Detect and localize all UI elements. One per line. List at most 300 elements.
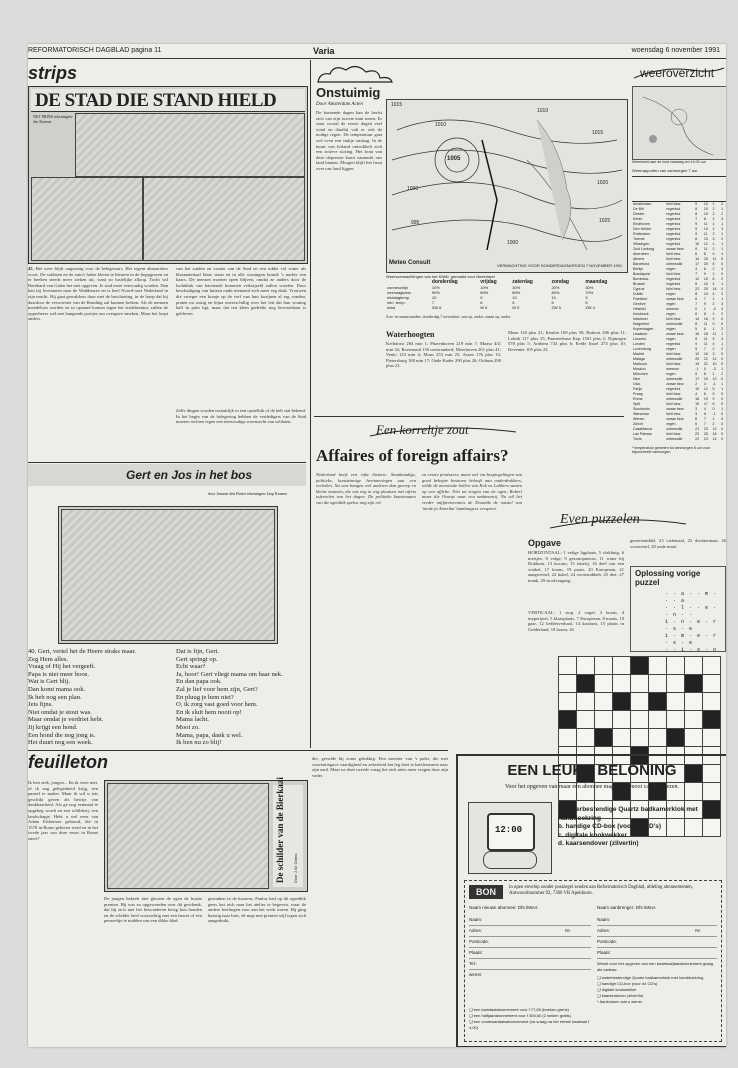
- city-value: licht bew.: [666, 257, 682, 261]
- forecast-day: donderdag: [431, 279, 458, 285]
- opgave-extra: geneesmiddel, 23 vislemaal, 25 dochtermaat, 26 voorzetsel, 28 oude maat.: [630, 538, 726, 549]
- city-value: 4: [712, 282, 715, 286]
- city-value: 5: [703, 412, 706, 416]
- city-value: 20: [695, 357, 700, 361]
- crossword-cell[interactable]: [577, 657, 595, 675]
- city-value: licht bew.: [666, 392, 682, 396]
- city-value: 7: [695, 302, 698, 306]
- korreltje-ribbon: [368, 420, 518, 440]
- left-check[interactable]: ❑ een kwartaalabonnement voor f 77,65 (boeken grens): [469, 1007, 569, 1012]
- city-value: zwaar bew.: [666, 417, 685, 421]
- city-value: 1: [712, 242, 715, 246]
- city-name: Locarno: [633, 337, 646, 341]
- feuilleton-photo: [107, 783, 269, 889]
- weather-section-title: Onstuimig: [316, 85, 381, 100]
- city-value: 3: [721, 302, 724, 306]
- city-value: 1: [721, 207, 724, 211]
- crossword-cell[interactable]: [559, 693, 577, 711]
- isobar-label: 1010: [537, 108, 549, 114]
- oplossing-title: Oplossing vorige puzzel: [635, 569, 701, 587]
- city-value: 12: [695, 352, 700, 356]
- opgave-title: Opgave: [528, 538, 562, 548]
- crossword-cell[interactable]: [577, 675, 595, 693]
- cell: 5: [512, 300, 515, 305]
- isobar-label: 1005: [447, 156, 461, 162]
- city-value: regenbui: [666, 277, 681, 281]
- crossword-cell[interactable]: [703, 711, 721, 729]
- beloning-option: d. kaarsendover (zilvertin): [558, 840, 639, 847]
- city-value: 2: [721, 212, 724, 216]
- city-value: 8: [695, 237, 698, 241]
- city-value: 8: [703, 312, 706, 316]
- crossword-cell[interactable]: [631, 729, 649, 747]
- crossword-cell[interactable]: [649, 693, 667, 711]
- right-check[interactable]: ❑ handige CD-box (voor 44 CD's): [597, 981, 658, 986]
- city-value: 1: [712, 202, 715, 206]
- gertenjos-banner: [28, 464, 306, 486]
- crossword-cell[interactable]: [577, 729, 595, 747]
- city-value: 8: [695, 282, 698, 286]
- check-label: kaarsendover (zilvertin): [601, 993, 644, 998]
- side-weather-map: [632, 86, 726, 160]
- city-value: 16: [703, 317, 708, 321]
- city-value: 1: [712, 312, 715, 316]
- crossword-cell[interactable]: [667, 711, 685, 729]
- crossword-cell[interactable]: [613, 711, 631, 729]
- verse-line: Mama lacht.: [176, 716, 209, 724]
- city-name: Rotterdam: [633, 232, 650, 236]
- city-value: 25: [703, 432, 708, 436]
- crossword-cell[interactable]: [559, 729, 577, 747]
- city-value: 3: [721, 422, 724, 426]
- city-value: 16: [703, 352, 708, 356]
- city-value: 19: [703, 397, 708, 401]
- oplossing-line: · · i · s · o: [665, 647, 718, 653]
- crossword-cell[interactable]: [595, 657, 613, 675]
- city-name: De Bilt: [633, 207, 644, 211]
- left-checks: [469, 1007, 591, 1031]
- city-value: 3: [695, 407, 698, 411]
- forecast-table: [386, 280, 626, 310]
- city-value: 2: [712, 247, 715, 251]
- city-value: 19: [695, 362, 700, 366]
- field-address[interactable]: [597, 926, 717, 937]
- feuilleton-col2: De jongen bekeek met glooien de ogen de braaie prenten. Hij was zo opgewonden over dit geschenk, dat hij zich met het bewonderen bezig kon houden en de schilder heel voorzichtig met een lancet of een penseeltje te midden van een dikke blad.: [104, 896, 202, 924]
- city-value: regen: [666, 312, 676, 316]
- city-row: [632, 437, 726, 442]
- field-address[interactable]: [469, 926, 591, 937]
- city-value: 1: [721, 332, 724, 336]
- city-value: 7: [703, 347, 706, 351]
- city-value: 1: [712, 272, 715, 276]
- crossword-cell[interactable]: [667, 729, 685, 747]
- divider: [314, 416, 624, 417]
- waterhoogten-text: Kerkdorst 284 min 1; Pharenhoven 219 min 7; Maasa 431 min 32; Roermond 130 onveranderd; Moerhoven 261 plus 41; Venlo 123 min 4; Mons 253 min 25; Assen 176 plus 13; Pietersburg 188 min 17; Oude Kader 290 plus 26; Ooltum 290 plus 23.: [386, 341, 501, 369]
- strip-text: Het weer blijft ongunstig voor de belegeraars. Het regent almaardoor voort. De soldaten en de auto's halen kleren te kleuren in de hoppgraven en er beeken steeds meer zieken uit, want zo lustelijke alloop. Tocht wil Bernhard van Galen het niet opgeven. Je stad moet eenvoudig worden. Dan kan hij leventaren naar de Waddenzee en is heel Noord-oost Nederland in zijn macht. Hij gaat gewaldoos door met de beschieting, in de hoop dat hij daardoor de verwoester van de Ronding zal kunnen breken. Als de mensen moedeloos worden en in opstand komen tegen het stadsbestuur, zullen de opperheers wel met hangende pootjes om overgave smeken. Maar het loopt anders.: [28, 266, 168, 322]
- city-value: 1: [721, 387, 724, 391]
- field-plaats[interactable]: [469, 948, 591, 959]
- city-name: Eelde: [633, 217, 643, 221]
- crossword-cell[interactable]: [613, 729, 631, 747]
- left-check[interactable]: ❑ een halfjaarabonnement voor f 304,60 (2 weken gratis): [469, 1013, 571, 1018]
- city-value: regenbui: [666, 232, 681, 236]
- city-value: regen: [666, 422, 676, 426]
- field-name[interactable]: [469, 915, 591, 926]
- waterhoogten-title: Waterhoogten: [386, 330, 435, 339]
- field-postcode[interactable]: [469, 937, 591, 948]
- city-value: 2: [695, 382, 698, 386]
- field-label: Naam:: [597, 917, 611, 922]
- strip-number: 45.: [28, 266, 34, 271]
- weeroverzicht-ribbon: [632, 64, 726, 82]
- map-caption: VERWACHTING VOOR DONDERDAGMORGEN 7 NOVEMBER 1991: [497, 263, 623, 268]
- crossword-cell[interactable]: [703, 657, 721, 675]
- right-intro: Wenst voor het opgeven van een kwartaal/jaarabonnement graag als cadeau:: [597, 961, 714, 972]
- city-value: 14: [712, 287, 717, 291]
- strip-text-col1: [28, 266, 168, 456]
- strip-title: DE STAD DIE STAND HIELD: [35, 90, 277, 111]
- city-name: Zürich: [633, 422, 643, 426]
- city-value: onbewolkt: [666, 357, 683, 361]
- divider: [28, 462, 306, 463]
- crossword-cell[interactable]: [613, 657, 631, 675]
- cell: 30%: [585, 285, 594, 290]
- verse-line: Dat is fijn, Gert.: [176, 648, 220, 655]
- city-value: 5: [695, 327, 698, 331]
- crossword-cell[interactable]: [703, 729, 721, 747]
- field-nr: Nr.: [695, 928, 701, 933]
- isobar-label: 1015: [391, 102, 403, 108]
- cell: 10%: [480, 285, 489, 290]
- crossword-cell[interactable]: [649, 729, 667, 747]
- city-value: 20: [703, 262, 708, 266]
- city-name: Dublin: [633, 292, 644, 296]
- korreltje-headline: Affaires of foreign affairs?: [316, 446, 509, 465]
- city-value: 4: [695, 267, 698, 271]
- crossword-cell[interactable]: [685, 657, 703, 675]
- city-value: 1: [721, 247, 724, 251]
- city-value: regenbui: [666, 242, 681, 246]
- city-value: onbewolkt: [666, 322, 683, 326]
- city-value: 9: [695, 227, 698, 231]
- city-name: Berlijn: [633, 267, 643, 271]
- right-check[interactable]: ❑ digitale kookwekker: [597, 987, 637, 992]
- crossword-row: [559, 693, 721, 711]
- feuilleton-book-label: [273, 777, 303, 887]
- city-value: licht bew.: [666, 287, 682, 291]
- cell: 10: [512, 295, 517, 300]
- crossword-cell[interactable]: [631, 675, 649, 693]
- crossword-cell[interactable]: [649, 675, 667, 693]
- check-label: een voorkwartaalsabonnement (na vraag na het eerste kwartaal f 4,00): [469, 1019, 590, 1030]
- city-value: 1: [721, 282, 724, 286]
- cell: 6: [551, 300, 554, 305]
- left-wenst: wenst:: [469, 972, 483, 977]
- city-value: zwaar bew.: [666, 247, 685, 251]
- city-value: 1: [703, 307, 706, 311]
- city-value: 9: [695, 222, 698, 226]
- row-label: wind: [387, 305, 396, 310]
- verse-line: Echt waar?: [176, 663, 206, 671]
- field-nr: Nr.: [565, 928, 571, 933]
- city-value: regen: [666, 347, 676, 351]
- beloning-ad: [456, 754, 726, 1047]
- city-name: Barcelona: [633, 262, 650, 266]
- city-value: 2: [721, 312, 724, 316]
- city-value: 6: [703, 267, 706, 271]
- city-value: 0: [721, 392, 724, 396]
- right-check[interactable]: ❑ kaarsendover (zilvertin): [597, 993, 644, 998]
- crossword-cell[interactable]: [631, 657, 649, 675]
- isobar-label: 1025: [599, 218, 611, 224]
- city-value: 11: [703, 322, 708, 326]
- crossword-cell[interactable]: [667, 675, 685, 693]
- field-plaats[interactable]: [597, 948, 717, 959]
- crossword-cell[interactable]: [703, 693, 721, 711]
- city-name: Malaga: [633, 357, 645, 361]
- crossword-cell[interactable]: [685, 729, 703, 747]
- city-name: Praag: [633, 392, 643, 396]
- city-value: 12: [695, 277, 700, 281]
- city-value: licht bew.: [666, 252, 682, 256]
- field-label: Plaats:: [469, 950, 483, 955]
- city-value: -1: [712, 382, 716, 386]
- city-value: 2: [721, 347, 724, 351]
- city-value: 3: [712, 352, 715, 356]
- city-value: 18: [703, 332, 708, 336]
- oplossing-line: · · l · · e · · n · ·: [665, 605, 718, 618]
- city-value: 6: [695, 297, 698, 301]
- city-name: Las Palmas: [633, 432, 652, 436]
- city-value: 9: [712, 397, 715, 401]
- verse-line: Wat is Gert blij.: [28, 678, 70, 686]
- city-value: 1: [721, 342, 724, 346]
- crossword-cell[interactable]: [667, 693, 685, 711]
- row-label: min. temp.: [387, 300, 406, 305]
- city-value: licht bew.: [666, 362, 682, 366]
- city-value: 16: [695, 257, 700, 261]
- city-value: onbewolkt: [666, 427, 683, 431]
- verse-line: Zal je lief voor hem zijn, Gert?: [176, 685, 258, 693]
- side-map-caption: Weerbeeld aan de kust vandaag om 14.00 uur: [632, 160, 706, 164]
- city-value: 2: [712, 422, 715, 426]
- city-value: onbewolkt: [666, 377, 683, 381]
- city-value: 9: [695, 202, 698, 206]
- verse-line: En dan papa ook.: [176, 678, 222, 686]
- city-name: Wenen: [633, 417, 645, 421]
- city-value: 10: [703, 212, 708, 216]
- gertenjos-number: 40.: [28, 648, 37, 655]
- city-value: 22: [695, 437, 700, 441]
- city-value: 2: [712, 302, 715, 306]
- city-value: regenbui: [666, 222, 681, 226]
- crossword-cell[interactable]: [685, 675, 703, 693]
- city-value: -2: [712, 307, 716, 311]
- city-value: 11: [712, 257, 717, 261]
- right-check[interactable]: ❑ waterbestendige Quartz badkamerklok met handdoekring: [597, 975, 704, 980]
- city-value: 10: [712, 362, 717, 366]
- crossword-cell[interactable]: [613, 693, 631, 711]
- check-label: een halfjaarabonnement voor f 304,60 (2 weken gratis): [473, 1013, 571, 1018]
- check-label: handige CD-box (voor 44 CD's): [601, 981, 658, 986]
- crossword-cell[interactable]: [595, 675, 613, 693]
- crossword-cell[interactable]: [685, 711, 703, 729]
- city-name: Zuid Limburg: [633, 247, 654, 251]
- city-value: 11: [703, 247, 708, 251]
- crossword-cell[interactable]: [685, 693, 703, 711]
- crossword-cell[interactable]: [649, 711, 667, 729]
- city-value: 22: [703, 357, 708, 361]
- city-value: 1: [721, 407, 724, 411]
- city-value: 6: [695, 417, 698, 421]
- crossword-cell[interactable]: [667, 657, 685, 675]
- city-value: -1: [695, 367, 699, 371]
- city-value: 0: [721, 287, 724, 291]
- gertenjos-illustration: [58, 506, 278, 644]
- city-value: 9: [703, 302, 706, 306]
- city-name: Madrid: [633, 352, 644, 356]
- city-value: 3: [721, 307, 724, 311]
- field-name[interactable]: [597, 915, 717, 926]
- city-value: 8: [695, 207, 698, 211]
- city-name: Istanboel: [633, 317, 648, 321]
- newspaper-page: [28, 44, 726, 1047]
- feuilleton-col1: Ik ben ziek, jongen... En ik weet niet, of ik nog gelegenheid krijg, een paneel te malen. Maar ik wil u iets geschikt geven als bewijs van dankbaarheid. Als ge nog eenmaal te opgeheg wordt en een schilderij, een landschapje. Hebt u wel eens van Adam Elsheimer gehoord, die in 1578 in Rome geboren werd en in het twede jaar van deze eeuw in Rome stierf?: [28, 780, 98, 841]
- city-value: 6: [703, 392, 706, 396]
- crossword-cell[interactable]: [703, 675, 721, 693]
- city-name: Den Helder: [633, 227, 652, 231]
- clock-image: [468, 802, 552, 874]
- city-value: 16: [695, 397, 700, 401]
- cell: 10: [551, 295, 556, 300]
- crossword-cell[interactable]: [595, 693, 613, 711]
- city-value: 11: [703, 222, 708, 226]
- field-tel[interactable]: [469, 959, 591, 970]
- oplossing-line: i · m · e · r · s · e: [665, 633, 718, 646]
- city-name: Parijs: [633, 387, 642, 391]
- city-value: 9: [695, 337, 698, 341]
- left-check[interactable]: ❑ een voorkwartaalsabonnement (na vraag na het eerste kwartaal f 4,00): [469, 1019, 590, 1030]
- city-value: licht bew.: [666, 412, 682, 416]
- city-value: licht bew.: [666, 272, 682, 276]
- bon-form: [464, 880, 722, 1042]
- city-value: 5: [712, 337, 715, 341]
- forecast-day: zaterdag: [512, 279, 533, 285]
- crossword-row: [559, 657, 721, 675]
- forecast-caption: Weersverwachtingen van het KNMI, gemaakt voor Nederland: [386, 274, 495, 279]
- isobar-label: 1000: [507, 240, 519, 246]
- cell: 9: [585, 295, 588, 300]
- crossword-cell[interactable]: [559, 657, 577, 675]
- city-value: 10: [695, 242, 700, 246]
- city-value: 0: [721, 357, 724, 361]
- strip-text-col2: van het zuiden en oosten van de Stad en een tobbe vol water als blusmateriaal klaar staan en in alle woningen brandt 's nachts een kaars. De mensen moeten open blijven, omdat ze anders door de luchtdruk van barstende bommen verbrijzeld zullen worden. Door beschadiging van huizen raakt niemand zich meer erg druk. Vrouwen die vroeger een kraaje op de verf van hun kozijnen al erg vonden, praten nu rustig en bijna onverschillig over het feit dat hun woning half in puin ligt, maar dat ten klein gedeelte nog bewoonbaar is gebleven.: [176, 266, 306, 316]
- crossword-cell[interactable]: [613, 675, 631, 693]
- city-value: sneeuw: [666, 307, 679, 311]
- crossword-cell[interactable]: [577, 711, 595, 729]
- city-name: München: [633, 372, 648, 376]
- weeroverzicht-title: weeroverzicht: [640, 66, 715, 80]
- row-label: middagtemp.: [387, 295, 411, 300]
- crossword-cell[interactable]: [559, 711, 577, 729]
- city-value: 12: [712, 427, 717, 431]
- city-value: 2: [712, 267, 715, 271]
- city-value: 12: [703, 387, 708, 391]
- puzzel-ribbon: [548, 510, 688, 532]
- city-value: 9: [712, 317, 715, 321]
- city-value: 10: [703, 237, 708, 241]
- city-value: 7: [703, 422, 706, 426]
- city-name: Split: [633, 402, 640, 406]
- city-value: 7: [695, 272, 698, 276]
- crossword-cell[interactable]: [595, 711, 613, 729]
- city-value: licht bew.: [666, 202, 682, 206]
- towel-ring-icon: [483, 851, 537, 869]
- city-value: regen: [666, 267, 676, 271]
- city-value: onbewolkt: [666, 397, 683, 401]
- horizontaal-clues: HORIZONTAAL: 1 velige ligplaats, 5 vlakhuig, 6 meisjes, 8 volge; 9 gezonopnieuw, 11 water bij Dokkum, 13 kocom, 15 fanerij, 16 deel van een winkel, 17 boom, 19 paars, 20 Europeaan, 21 aangroeisel, 22 hakel, 24 voortstubbeb, 25 dier, 27 mank, 29 stoofvergang.: [528, 550, 624, 583]
- field-label: Plaats:: [597, 950, 611, 955]
- city-value: 17: [695, 377, 700, 381]
- strips-section-title: strips: [28, 63, 78, 83]
- check-label: waterbestendige Quartz badkamerklok met handdoekring: [601, 975, 704, 980]
- city-value: 14: [695, 317, 700, 321]
- city-value: 21: [695, 427, 700, 431]
- city-value: 0: [721, 262, 724, 266]
- verse-line: Niet omdat je stout was.: [28, 708, 92, 716]
- left-fields: [469, 915, 591, 980]
- crossword-cell[interactable]: [649, 657, 667, 675]
- cell: 10: [431, 295, 437, 300]
- city-value: 8: [695, 322, 698, 326]
- city-name: Vlissingen: [633, 242, 650, 246]
- cell: ZW 6: [431, 305, 442, 310]
- crossword-cell[interactable]: [631, 693, 649, 711]
- weather-text-col1: De komende dagen kan de herfst zich van zijn ruwste kant tonen. Er staat vooral de eerste dagen veel wind en daarbij valt er ook de nodige regen. De temperatuur gaat wel even een stukje omlaag. In de buurt van Ierland ontwikkelt zich een actieve storing. Het front van deze depressie komt vannacht ons land binnen. Morgen blijft het front over ons land liggen.: [316, 110, 382, 171]
- city-value: 9: [703, 272, 706, 276]
- city-name: Cyprus: [633, 287, 645, 291]
- oplossing-line: · · a · · m · · · a: [665, 591, 718, 604]
- crossword-cell[interactable]: [631, 711, 649, 729]
- forecast-day: maandag: [585, 279, 608, 285]
- city-value: 1: [712, 372, 715, 376]
- crossword-cell[interactable]: [577, 693, 595, 711]
- city-value: 10: [695, 387, 700, 391]
- city-name: Rome: [633, 397, 643, 401]
- city-value: 6: [703, 372, 706, 376]
- city-value: regen: [666, 337, 676, 341]
- crossword-cell[interactable]: [595, 729, 613, 747]
- city-value: 11: [703, 232, 708, 236]
- city-value: -3: [712, 367, 716, 371]
- verse-line: En pluug je hem niet?: [176, 693, 234, 701]
- beloning-option: c. digitale kookwekker: [558, 831, 628, 839]
- verticaal-clues: VERTICAAL: 1 stop, 2 vogel, 3 boom, 4 myperijzel, 5 klaasplaats, 7 Europeaan, 8 maats, 10 gaar, 12 liefdesverhaal, 14 kortium, 15 plaats in Gelderland, 18 boom, 20: [528, 610, 624, 632]
- page-header: [28, 44, 726, 59]
- side-footnote: * temperatuur gemeten tot vanmorgen 8 uur voor bijvoorbeeld vanmorgen: [632, 446, 710, 454]
- city-table: [632, 202, 726, 442]
- city-value: 4: [721, 252, 724, 256]
- book-author: Door J.W. Ooms: [293, 853, 298, 883]
- city-name: Stockholm: [633, 407, 650, 411]
- verse-line: Jij krijgt een hond.: [28, 723, 78, 731]
- cell: W 5: [512, 305, 520, 310]
- city-name: Bordeaux: [633, 277, 649, 281]
- isobar-label: 1000: [407, 186, 419, 192]
- field-postcode[interactable]: [597, 937, 717, 948]
- weather-cloud-icon: [316, 62, 396, 84]
- crossword-cell[interactable]: [559, 675, 577, 693]
